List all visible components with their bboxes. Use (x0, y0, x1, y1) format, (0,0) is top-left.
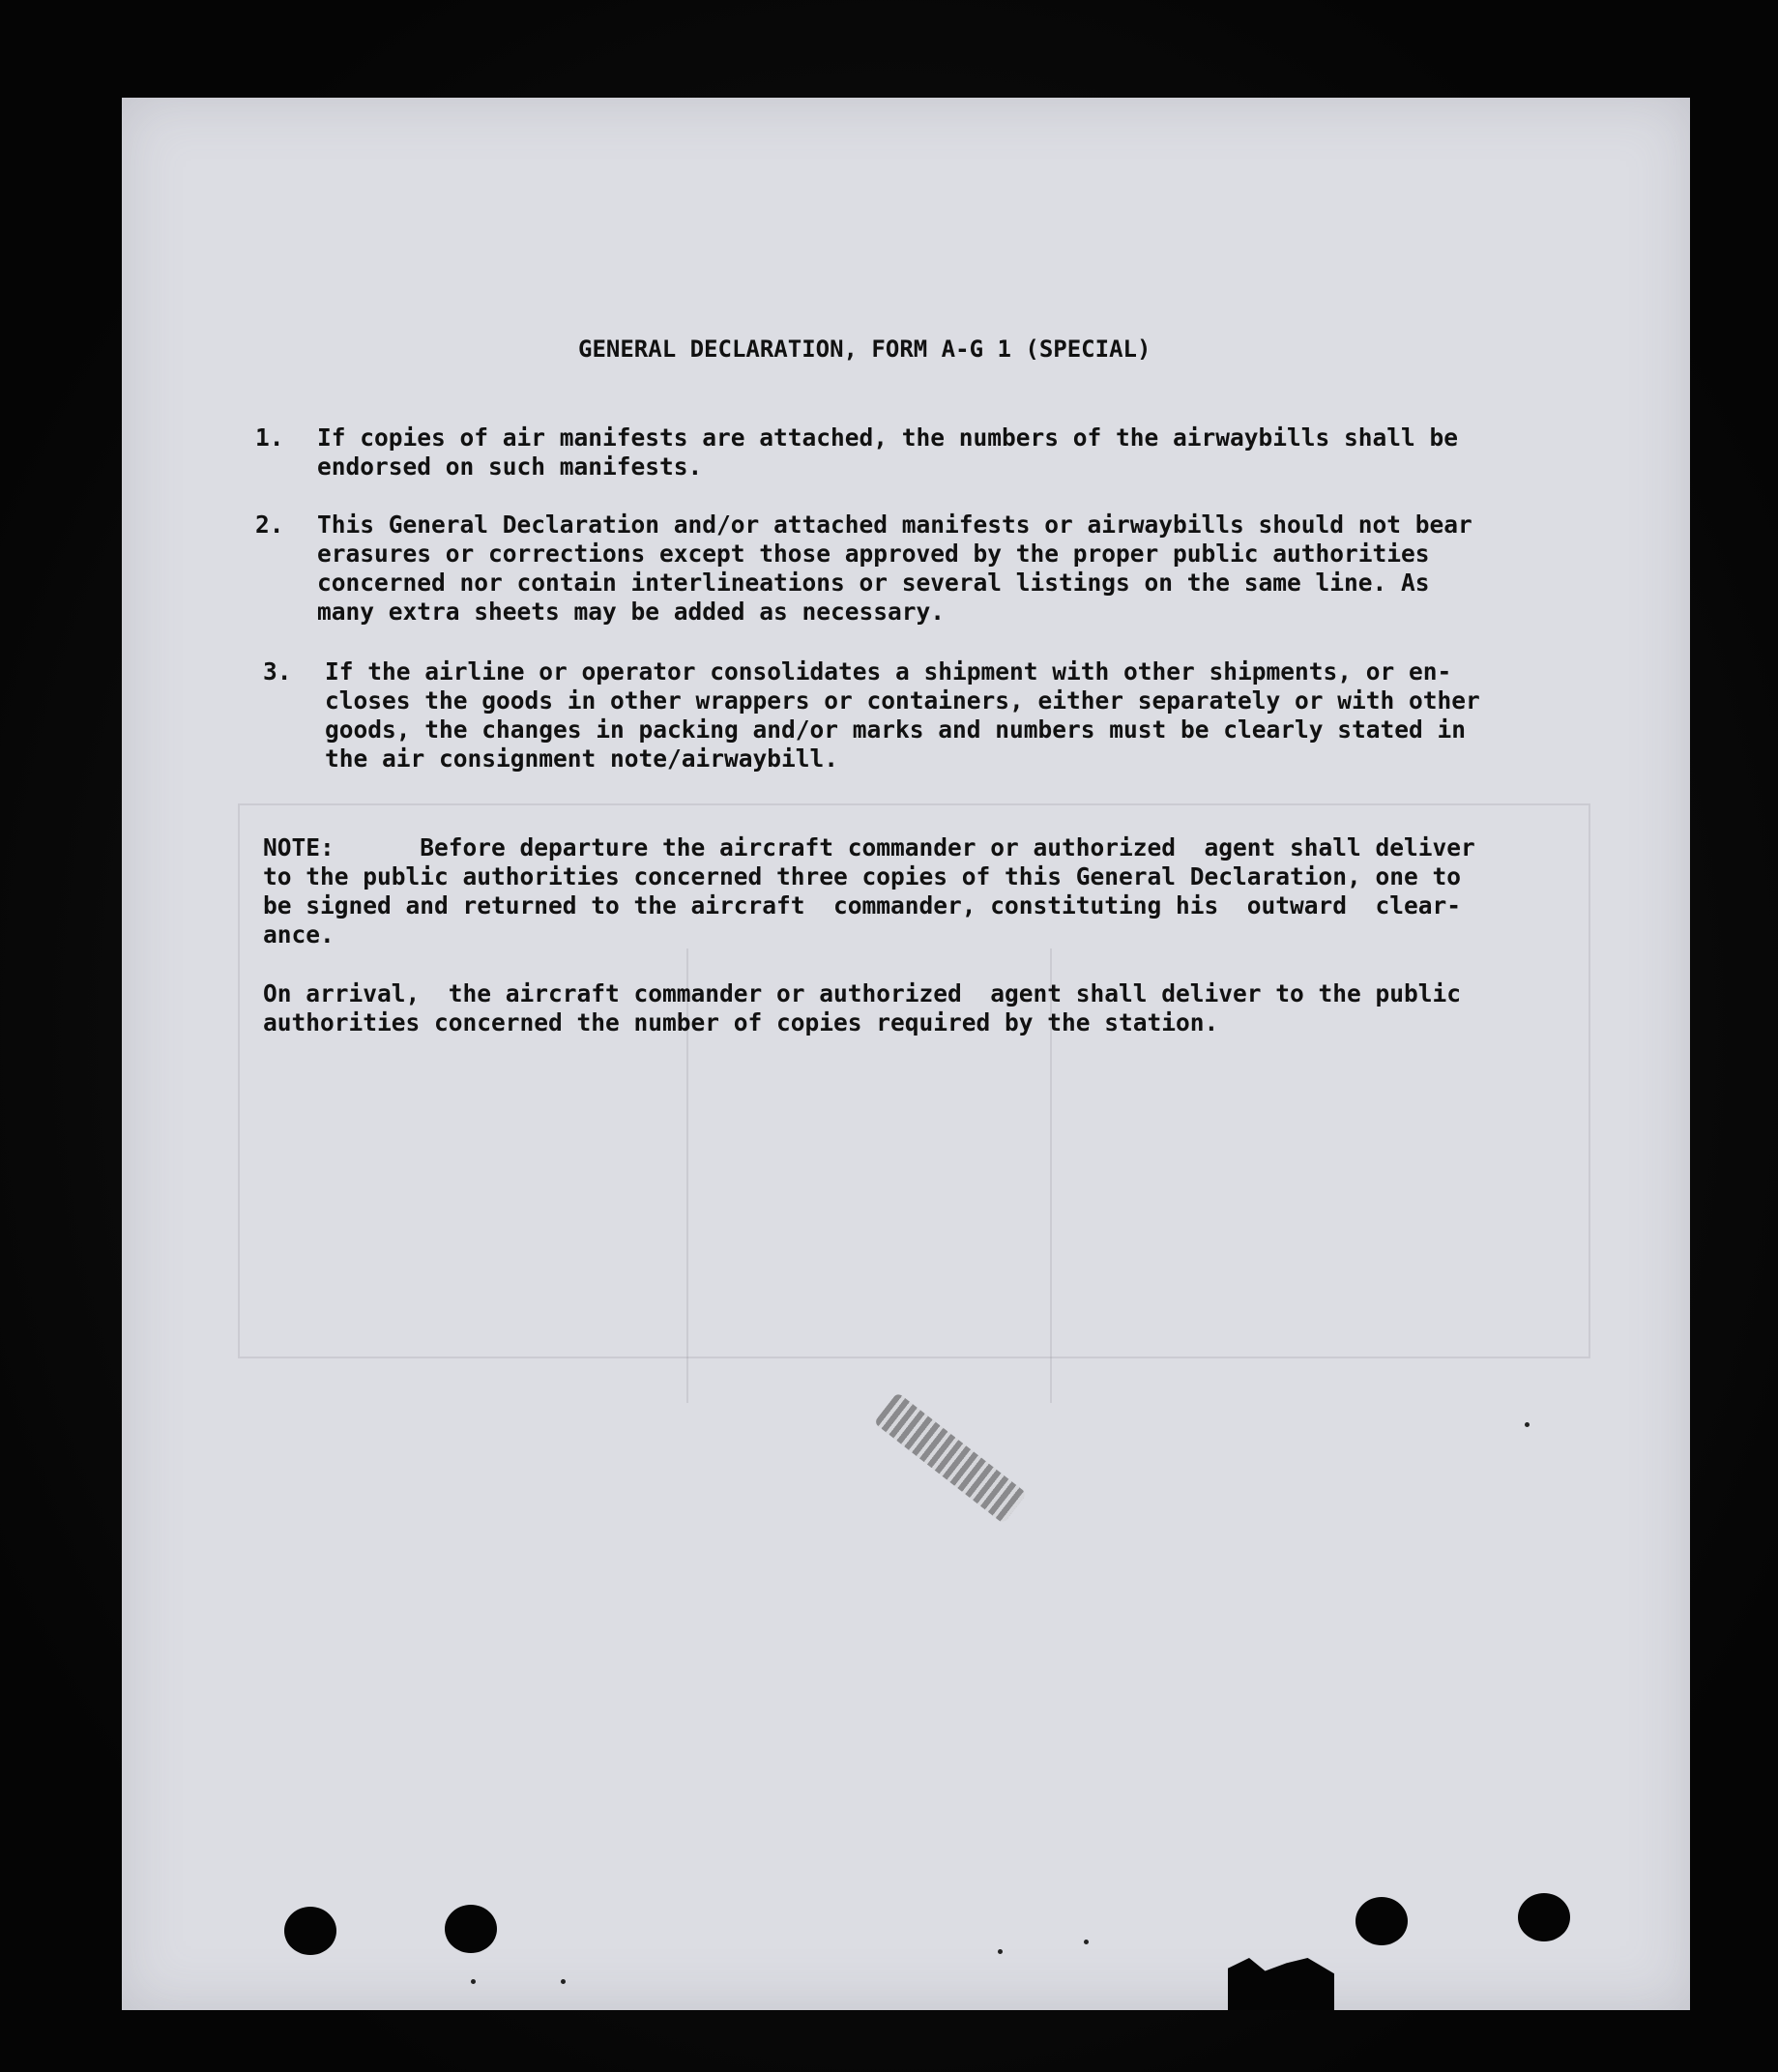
instruction-item-2 (255, 511, 1551, 630)
note-line: ance. (263, 920, 335, 948)
item-text (325, 657, 1553, 773)
punch-hole (1518, 1893, 1570, 1941)
note-line: NOTE: Before departure the aircraft commander or authorized agent shall deliver (263, 833, 1475, 861)
dust-speck (1525, 1422, 1530, 1427)
note-line: be signed and returned to the aircraft commander, constituting his outward clear- (263, 891, 1462, 919)
item-number: 2. (255, 511, 284, 539)
dust-speck (561, 1979, 566, 1984)
instruction-item-3 (263, 657, 1559, 777)
item-line: concerned nor contain interlineations or several listings on the same line. As (317, 569, 1430, 597)
item-line: If copies of air manifests are attached, the numbers of the airwaybills shall be (317, 423, 1459, 452)
note-paragraph (263, 833, 1559, 949)
item-line: many extra sheets may be added as necessary. (317, 598, 946, 626)
item-line: closes the goods in other wrappers or containers, either separately or with other (325, 686, 1480, 715)
punch-hole (445, 1905, 497, 1953)
dust-speck (471, 1979, 476, 1984)
instruction-item-1 (255, 423, 1551, 485)
note-line: to the public authorities concerned three copies of this General Declaration, one to (263, 862, 1462, 890)
arrival-paragraph (263, 979, 1559, 1037)
punch-hole (1355, 1897, 1408, 1945)
torn-edge (1228, 1958, 1334, 2010)
item-line: erasures or corrections except those approved by the proper public authorities (317, 540, 1430, 568)
item-line: If the airline or operator consolidates a shipment with other shipments, or en- (325, 657, 1452, 686)
item-line: This General Declaration and/or attached manifests or airwaybills should not bear (317, 511, 1472, 539)
dust-speck (1084, 1940, 1089, 1944)
arrival-line: authorities concerned the number of copies required by the station. (263, 1008, 1219, 1036)
punch-hole (284, 1907, 336, 1955)
paper-sheet (122, 98, 1690, 2010)
item-number: 1. (255, 423, 284, 452)
item-text (317, 423, 1545, 482)
item-line: the air consignment note/airwaybill. (325, 744, 839, 773)
document-title: GENERAL DECLARATION, FORM A-G 1 (SPECIAL) (578, 336, 1151, 363)
item-line: goods, the changes in packing and/or marks and numbers must be clearly stated in (325, 715, 1467, 744)
item-text (317, 511, 1545, 627)
arrival-line: On arrival, the aircraft commander or authorized agent shall deliver to the public (263, 979, 1462, 1007)
item-number: 3. (263, 657, 292, 686)
item-line: endorsed on such manifests. (317, 452, 703, 481)
dust-speck (998, 1949, 1003, 1954)
